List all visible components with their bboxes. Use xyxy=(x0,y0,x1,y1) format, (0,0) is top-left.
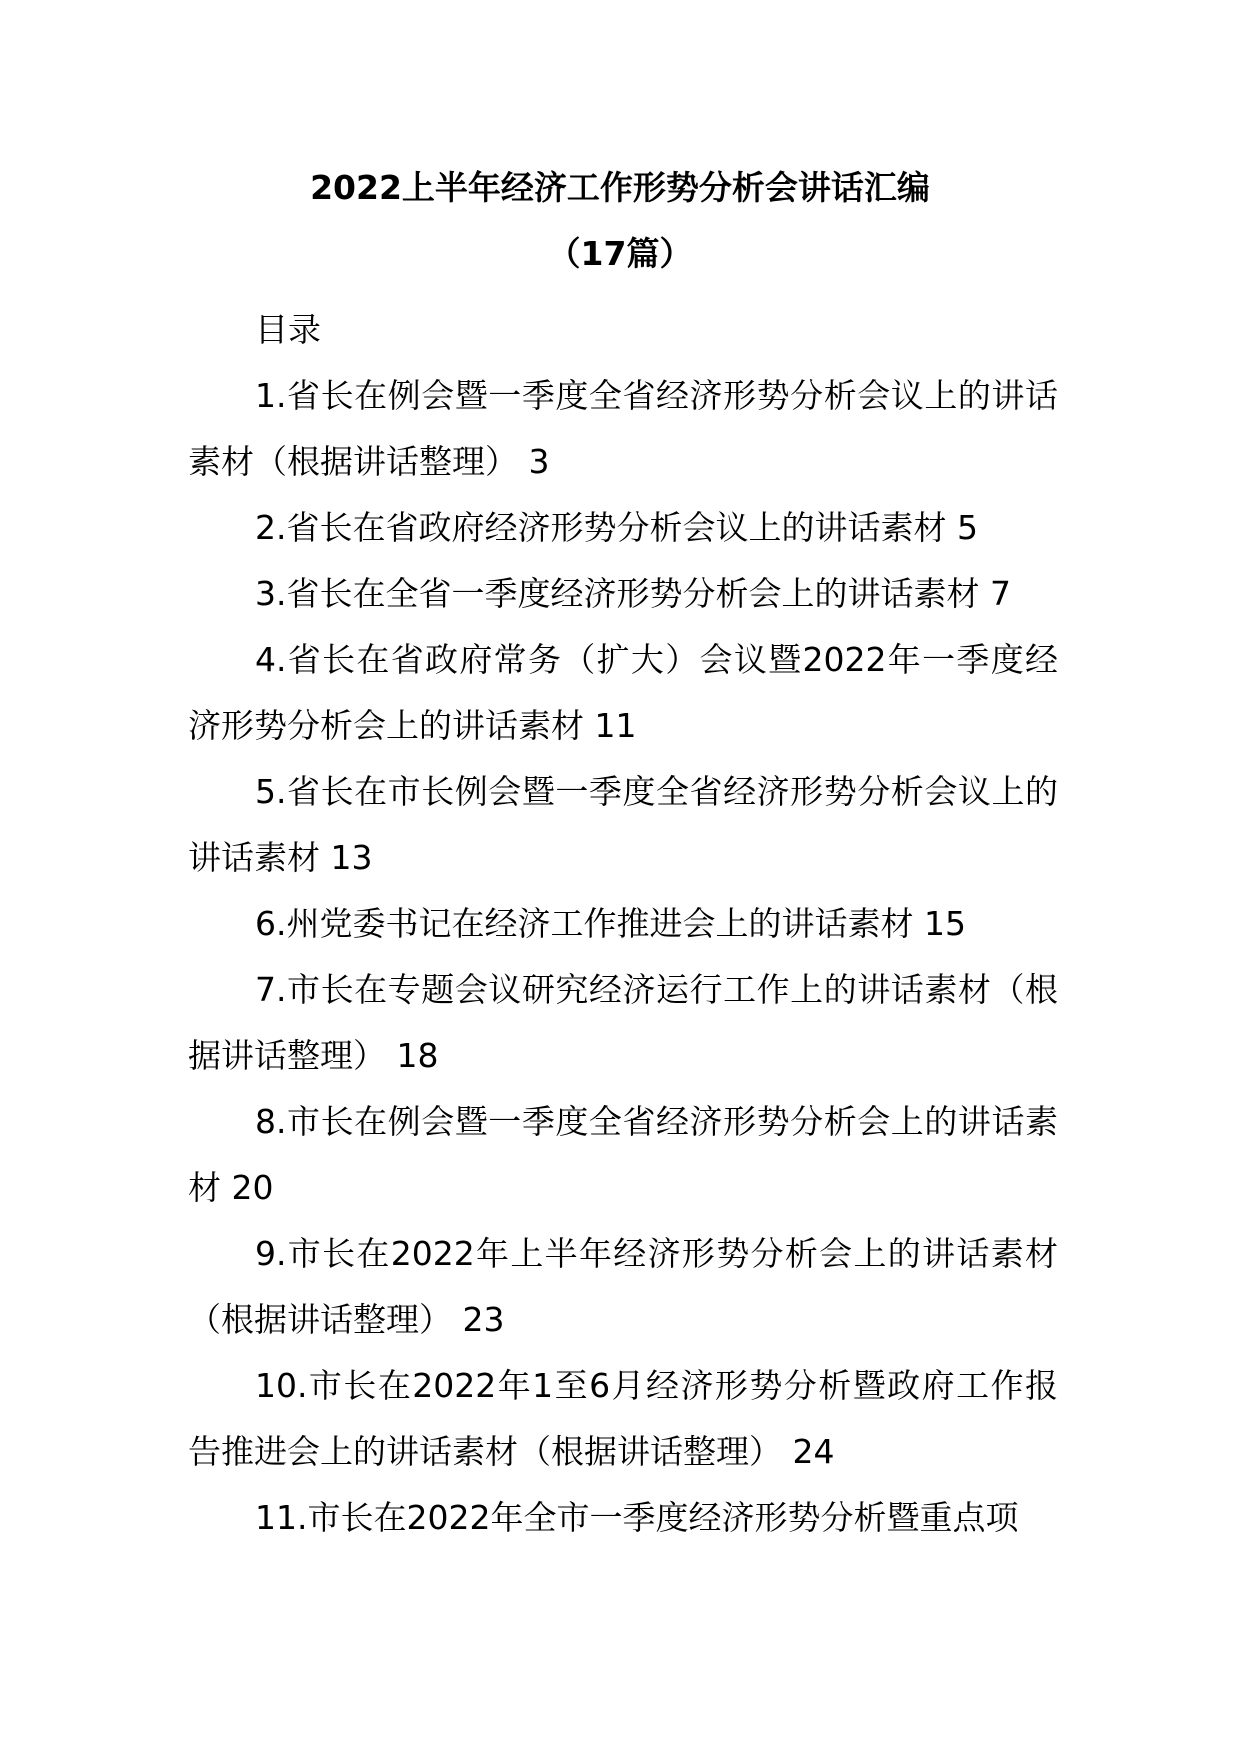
toc-entry-title: 1.省长在例会暨一季度全省经济形势分析会议上的讲话素材（根据讲话整理） xyxy=(188,376,1058,481)
toc-entry-page-number: 7 xyxy=(990,574,1011,613)
toc-entry-page-number: 15 xyxy=(924,904,966,943)
toc-entry-title: 2.省长在省政府经济形势分析会议上的讲话素材 xyxy=(255,508,947,547)
toc-entry[interactable] xyxy=(188,495,1058,561)
toc-entry-page-number: 13 xyxy=(330,838,373,877)
toc-entry[interactable] xyxy=(188,1089,1058,1221)
toc-entry-title: 10.市长在2022年1至6月经济形势分析暨政府工作报告推进会上的讲话素材（根据讲话整理） xyxy=(188,1366,1058,1471)
toc-entry[interactable] xyxy=(188,957,1058,1089)
toc-entry[interactable] xyxy=(188,627,1058,759)
toc-entry[interactable] xyxy=(188,363,1058,495)
toc-entry[interactable] xyxy=(188,561,1058,627)
toc-list xyxy=(188,363,1058,1551)
toc-entry[interactable] xyxy=(188,1485,1058,1551)
document-body xyxy=(188,297,1058,1551)
toc-entry-title: 8.市长在例会暨一季度全省经济形势分析会上的讲话素材 xyxy=(188,1102,1058,1207)
toc-entry-title: 4.省长在省政府常务（扩大）会议暨2022年一季度经济形势分析会上的讲话素材 xyxy=(188,640,1058,745)
toc-entry-page-number: 3 xyxy=(528,442,550,481)
toc-entry-page-number: 23 xyxy=(462,1300,505,1339)
toc-entry-title: 11.市长在2022年全市一季度经济形势分析暨重点项 xyxy=(255,1498,1019,1537)
toc-entry-title: 7.市长在专题会议研究经济运行工作上的讲话素材（根据讲话整理） xyxy=(188,970,1058,1075)
toc-heading: 目录 xyxy=(255,310,321,349)
toc-entry-page-number: 11 xyxy=(594,706,637,745)
toc-entry-title: 3.省长在全省一季度经济形势分析会上的讲话素材 xyxy=(255,574,980,613)
toc-entry-title: 6.州党委书记在经济工作推进会上的讲话素材 xyxy=(255,904,914,943)
toc-entry[interactable] xyxy=(188,1221,1058,1353)
toc-entry[interactable] xyxy=(188,1353,1058,1485)
document-subtitle: （17篇） xyxy=(547,234,693,273)
toc-entry-page-number: 24 xyxy=(792,1432,835,1471)
toc-entry[interactable] xyxy=(188,891,1058,957)
document-title: 2022上半年经济工作形势分析会讲话汇编 xyxy=(310,168,930,207)
toc-entry-title: 5.省长在市长例会暨一季度全省经济形势分析会议上的讲话素材 xyxy=(188,772,1058,877)
toc-entry[interactable] xyxy=(188,759,1058,891)
toc-entry-title: 9.市长在2022年上半年经济形势分析会上的讲话素材（根据讲话整理） xyxy=(188,1234,1058,1339)
toc-entry-page-number: 18 xyxy=(396,1036,439,1075)
toc-entry-page-number: 5 xyxy=(957,508,978,547)
toc-entry-page-number: 20 xyxy=(231,1168,274,1207)
